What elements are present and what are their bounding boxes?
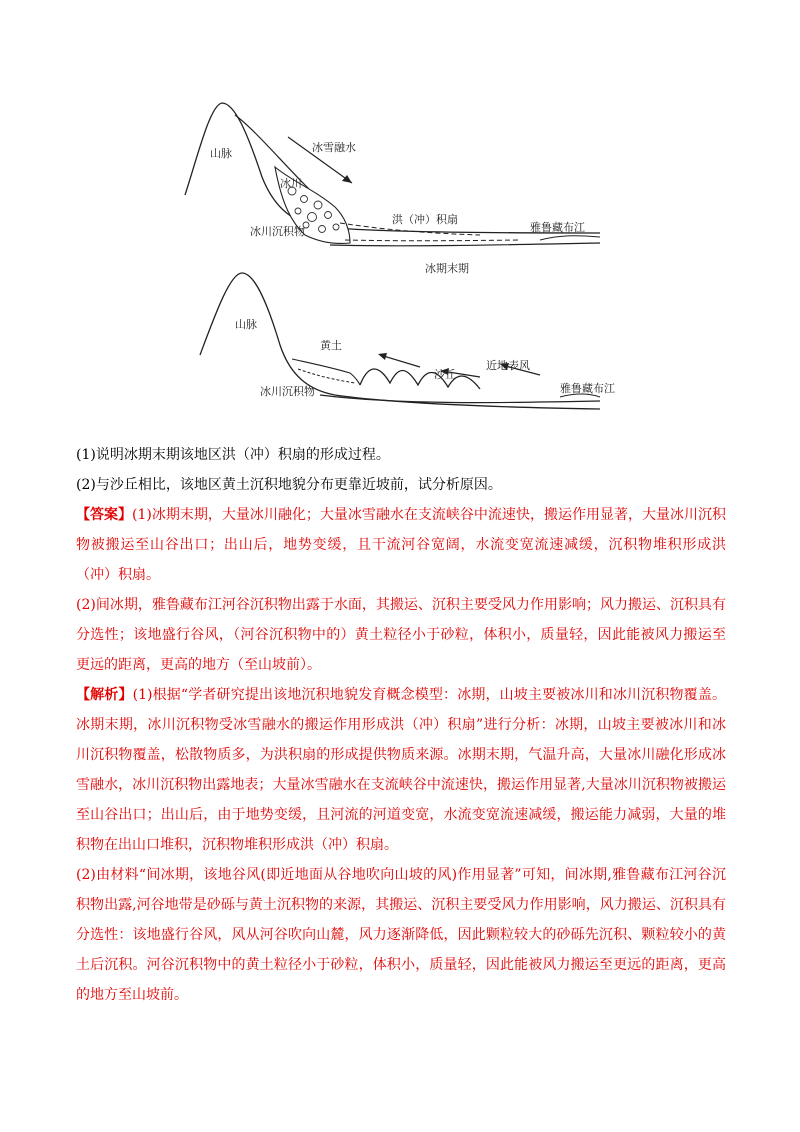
- river-water: [540, 236, 600, 240]
- label-glacier: 冰川: [280, 177, 302, 190]
- label-dunes: 沙丘: [434, 368, 456, 381]
- question-2: (2)与沙丘相比，该地区黄土沉积地貌分布更靠近坡前，试分析原因。: [76, 477, 502, 493]
- figure-glacial-period-end: [180, 95, 620, 285]
- fan-layer-bottom: [345, 240, 520, 241]
- label-glacial-deposit: 冰川沉积物: [250, 225, 305, 238]
- analysis-tag: 【解析】: [76, 687, 133, 703]
- answer-part-2: (2)间冰期，雅鲁藏布江河谷沉积物出露于水面，其搬运、沉积主要受风力作用影响；风力搬运、沉积具有分选性；该地盛行谷风，（河谷沉积物中的）黄土粒径小于砂粒，体积小，质量轻，因此能被风力搬运至更远的距离，更高的地方（至山坡前）。: [76, 597, 726, 673]
- label-caption: 冰期末期: [425, 262, 469, 275]
- label-meltwater: 冰雪融水: [312, 141, 356, 154]
- dunes: [360, 369, 480, 389]
- question-1: (1)说明冰期末期该地区洪（冲）积扇的形成过程。: [76, 447, 390, 463]
- label-river: 雅鲁藏布江: [560, 382, 615, 395]
- answer-tag: 【答案】: [76, 507, 133, 523]
- wind-arrow-1-head: [378, 353, 387, 360]
- diagram-loess-dunes: [180, 265, 620, 425]
- wind-arrow-1: [380, 355, 420, 367]
- label-glacial-deposit: 冰川沉积物: [260, 385, 315, 398]
- figure-interglacial: [180, 265, 620, 425]
- answer-part-1: [76, 500, 726, 590]
- answer-text-1: (1)冰期末期，大量冰川融化；大量冰雪融水在支流峡谷中流速快，搬运作用显著，大量冰川沉积物被搬运至山谷出口；出山后，地势变缓，且干流河谷宽阔，水流变宽流速减缓，沉积物堆积形成洪（冲）积扇。: [76, 507, 726, 583]
- river-bed: [320, 395, 600, 403]
- river-bed: [330, 243, 600, 246]
- label-river: 雅鲁藏布江: [530, 221, 585, 234]
- label-alluvial-fan: 洪（冲）积扇: [392, 213, 458, 226]
- analysis-text-1: (1)根据“学者研究提出该地沉积地貌发育概念模型：冰期，山坡主要被冰川和冰川沉积物覆盖。冰期末期，冰川沉积物受冰雪融水的搬运作用形成洪（冲）积扇”进行分析：冰期，山坡主要被冰川和冰川沉积物覆盖，松散物质多，为洪积扇的形成提供物质来源。冰期末期，气温升高，大量冰川融化形成冰雪融水，冰川沉积物出露地表；大量冰雪融水在支流峡谷中流速快，搬运作用显著,大量冰川沉积物被搬运至山谷出口；出山后，由于地势变缓，且河流的河道变宽，水流变宽流速减缓，搬运能力减弱，大量的堆积物在出山口堆积，沉积物堆积形成洪（冲）积扇。: [76, 687, 726, 853]
- diagram-alluvial-fan: [180, 95, 620, 285]
- analysis-part-1: [76, 680, 726, 860]
- analysis-part-2: (2)由材料“间冰期，该地谷风(即近地面从谷地吹向山坡的风)作用显著”可知，间冰期,雅鲁藏布江河谷沉积物出露,河谷地带是砂砾与黄土沉积物的来源，其搬运、沉积主要受风力作用影响，风力搬运、沉积具有分选性：该地盛行谷风，风从河谷吹向山麓，风力逐渐降低，因此颗粒较大的砂砾先沉积、颗粒较小的黄土后沉积。河谷沉积物中的黄土粒径小于砂粒，体积小，质量轻，因此能被风力搬运至更远的距离，更高的地方至山坡前。: [76, 867, 726, 1003]
- label-mountain: 山脉: [235, 318, 257, 331]
- label-wind: 近地表风: [486, 359, 530, 372]
- label-mountain: 山脉: [210, 147, 232, 160]
- deposit-layer: [298, 369, 355, 383]
- label-loess: 黄土: [320, 339, 342, 352]
- question-content: [76, 440, 726, 1010]
